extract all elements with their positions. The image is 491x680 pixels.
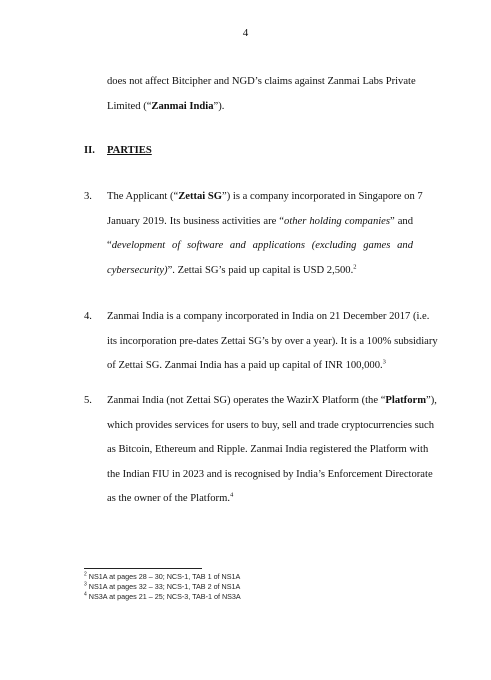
footnote-ref-4[interactable]: 4 [229, 491, 234, 499]
paragraph-4-line-2: its incorporation pre-dates Zettai SG’s by over a year). It is a 100% subsidiary [107, 335, 438, 347]
paragraph-4 [107, 305, 438, 379]
defined-term-zettai-sg: Zettai SG [178, 191, 223, 202]
paragraph-number-3: 3. [84, 191, 92, 202]
defined-term-zanmai-india: Zanmai India [151, 100, 214, 112]
section-title: PARTIES [107, 145, 152, 156]
footnotes [84, 572, 241, 602]
paragraph-5-line-1: Zanmai India (not Zettai SG) operates the WazirX Platform (the “Platform”), [107, 395, 437, 406]
defined-term-platform: Platform [385, 395, 427, 406]
footnote-separator [84, 568, 202, 569]
paragraph-5 [107, 389, 437, 512]
page-number: 4 [242, 27, 249, 39]
continuation-paragraph [107, 70, 416, 119]
paragraph-3-line-4: cybersecurity)”. Zettai SG’s paid up capital is USD 2,500.$^2$ [107, 262, 357, 276]
paragraph-3-line-1: The Applicant (“Zettai SG”) is a company incorporated in Singapore on 7 [107, 191, 423, 202]
paragraph-3-line-3: “development of software and applications (excluding games and [107, 240, 413, 251]
continuation-line-1: does not affect Bitcipher and NGD’s claims against Zanmai Labs Private [107, 76, 416, 87]
paragraph-5-line-4: the Indian FIU in 2023 and is recognised by India’s Enforcement Directorate [107, 468, 433, 480]
paragraph-number-5: 5. [84, 395, 92, 406]
paragraph-5-line-5: as the owner of the Platform.$^4$ [107, 491, 234, 504]
paragraph-4-line-1: Zanmai India is a company incorporated in India on 21 December 2017 (i.e. [107, 311, 430, 322]
continuation-line-2: Limited (“Zanmai India”). [107, 100, 225, 112]
paragraph-5-line-2: which provides services for users to buy, sell and trade cryptocurrencies such [107, 419, 435, 431]
paragraph-3-line-2: January 2019. Its business activities are “other holding companies” and [107, 215, 413, 227]
footnote-ref-2[interactable]: 2 [353, 262, 357, 270]
footnote-ref-3[interactable]: 3 [382, 358, 386, 366]
footnote-2: $^2$ NS1A at pages 28 – 30; NCS-1, TAB 1 of NS1A [84, 571, 241, 581]
paragraph-4-line-3: of Zettai SG. Zanmai India has a paid up capital of INR 100,000.$^3$ [107, 358, 386, 371]
footnote-4: $^4$ NS3A at pages 21 – 25; NCS-3, TAB-1 of NS3A [84, 591, 241, 601]
paragraph-5-line-3: as Bitcoin, Ethereum and Ripple. Zanmai India registered the Platform with [107, 444, 429, 455]
footnote-3: $^3$ NS1A at pages 32 – 33; NCS-1, TAB 2 of NS1A [84, 581, 241, 591]
paragraph-number-4: 4. [84, 311, 92, 322]
section-number: II. [84, 145, 95, 156]
paragraph-3 [107, 185, 423, 283]
